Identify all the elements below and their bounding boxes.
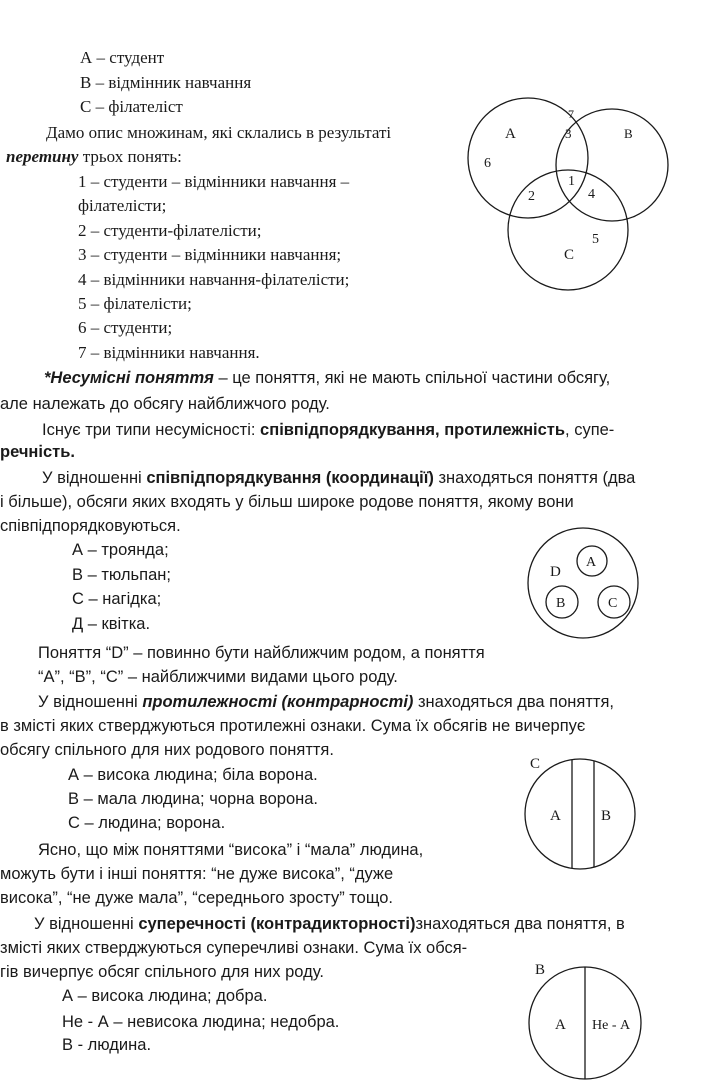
set-3: 3 – студенти – відмінники навчання; xyxy=(78,245,342,264)
circle-c-label-a: A xyxy=(550,808,561,824)
incompat-types xyxy=(42,420,614,440)
venn-region-1: 1 xyxy=(568,174,575,189)
set-5: 5 – філателісти; xyxy=(78,294,192,313)
contrary-a: А – висока людина; біла ворона. xyxy=(68,766,318,784)
contradict-line2: змісті яких стверджуються суперечливі ознаки. Сума їх обся- xyxy=(0,939,468,957)
list1-c: С – філателіст xyxy=(80,97,183,116)
intro-em: перетину xyxy=(6,147,79,166)
circle-b-label-a: A xyxy=(555,1017,566,1033)
set-4: 4 – відмінники навчання-філателісти; xyxy=(78,270,350,289)
incompat-types-bold: співпідпорядкування, протилежність xyxy=(260,421,566,439)
incompat-line2: але належать до обсягу найближчого роду. xyxy=(0,395,330,413)
list1-b: В – відмінник навчання xyxy=(80,73,252,92)
coord-line2: і більше), обсяги яких входять у більш широке родове поняття, якому вони xyxy=(0,493,574,511)
contrary-pre: У відношенні xyxy=(38,693,143,711)
set-6: 6 – студенти; xyxy=(78,318,173,337)
set-1a: 1 – студенти – відмінники навчання – xyxy=(78,172,350,191)
contrary-line1 xyxy=(38,692,614,712)
contradict-b: В - людина. xyxy=(62,1036,152,1054)
circle-b-outer xyxy=(529,967,641,1079)
circle-d-label-b: B xyxy=(556,596,566,611)
venn-label-c: С xyxy=(564,247,575,263)
venn-region-6: 6 xyxy=(484,156,491,171)
venn-label-b: В xyxy=(624,126,633,141)
contradict-pre: У відношенні xyxy=(34,915,139,933)
intro-rest: трьох понять: xyxy=(78,147,182,166)
circle-d-inner-b xyxy=(546,586,578,618)
venn-region-4: 4 xyxy=(588,187,595,202)
venn-circle-b xyxy=(556,109,668,221)
coord-term: співпідпорядкування (координації) xyxy=(146,469,434,487)
venn-circle-c xyxy=(508,170,628,290)
contrary-line3: обсягу спільного для них родового поняття. xyxy=(0,741,334,759)
incompat-line4: речність. xyxy=(0,443,75,461)
contrary-b: В – мала людина; чорна ворона. xyxy=(68,790,319,808)
circle-b-outer-label: B xyxy=(535,962,546,978)
contradict-line3: гів вичерпує обсяг спільного для них роду. xyxy=(0,963,324,981)
coord-d: Д – квітка. xyxy=(72,615,151,633)
contradict-term: суперечності (контрадикторності) xyxy=(138,915,416,933)
circle-c-outer xyxy=(525,759,635,869)
venn-region-3: 3 xyxy=(565,126,572,141)
circle-d-inner-c xyxy=(598,586,630,618)
circle-c-label-b: B xyxy=(601,808,612,824)
list1-a: А – студент xyxy=(80,48,165,67)
incompat-term: *Несумісні поняття xyxy=(44,369,214,387)
contrary-term: протилежності (контрарності) xyxy=(142,693,414,711)
venn-label-a: А xyxy=(505,126,516,142)
incompat-line1 xyxy=(44,368,610,388)
coord-note1: Поняття “D” – повинно бути найближчим родом, а поняття xyxy=(38,644,485,662)
circle-d-label-c: C xyxy=(608,596,618,611)
circle-d-label: D xyxy=(550,564,561,580)
contradict-not-a: Не - А – невисока людина; недобра. xyxy=(62,1013,340,1031)
contradict-line1 xyxy=(34,914,625,934)
venn-region-7: 7 xyxy=(568,107,574,121)
contrary-example1: Ясно, що між поняттями “висока” і “мала” людина, xyxy=(38,841,424,859)
coord-pre: У відношенні xyxy=(42,469,147,487)
contrary-example2: можуть бути і інші поняття: “не дуже висока”, “дуже xyxy=(0,865,394,883)
contrary-example3: висока”, “не дуже мала”, “середнього зросту” тощо. xyxy=(0,889,394,907)
venn-circle-a xyxy=(468,98,588,218)
coord-c: С – нагідка; xyxy=(72,590,162,608)
contrary-line2: в змісті яких стверджуються протилежні ознаки. Сума їх обсягів не вичерпує xyxy=(0,717,586,735)
venn-region-2: 2 xyxy=(528,189,535,204)
contrary-c: С – людина; ворона. xyxy=(68,814,226,832)
venn-region-5: 5 xyxy=(592,232,599,247)
contradict-a: А – висока людина; добра. xyxy=(62,987,268,1005)
set-1b: філателісти; xyxy=(78,196,167,215)
incompat-def: – це поняття, які не мають спільної частини обсягу, xyxy=(213,369,611,387)
set-2: 2 – студенти-філателісти; xyxy=(78,221,262,240)
intro-line2 xyxy=(6,147,182,167)
coord-note2: “А”, “В”, “С” – найближчими видами цього роду. xyxy=(38,668,398,686)
circle-d-outer xyxy=(528,528,638,638)
contrary-post: знаходяться два поняття, xyxy=(413,693,614,711)
incompat-types-post: , супе- xyxy=(565,421,615,439)
intro-line1: Дамо опис множинам, які склались в результаті xyxy=(46,123,392,142)
coord-line3: співпідпорядковуються. xyxy=(0,517,181,535)
circle-c-outer-label: C xyxy=(530,756,541,772)
circle-b-label-not-a: Не - А xyxy=(592,1018,631,1033)
incompat-types-pre: Існує три типи несумісності: xyxy=(42,421,261,439)
coord-line1 xyxy=(42,468,635,488)
circle-d-label-a: A xyxy=(586,555,597,570)
coord-post: знаходяться поняття (два xyxy=(433,469,636,487)
set-7: 7 – відмінники навчання. xyxy=(78,343,260,362)
circle-d-inner-a xyxy=(577,546,607,576)
contradict-post: знаходяться два поняття, в xyxy=(415,915,625,933)
coord-a: А – троянда; xyxy=(72,541,169,559)
coord-b: В – тюльпан; xyxy=(72,566,171,584)
